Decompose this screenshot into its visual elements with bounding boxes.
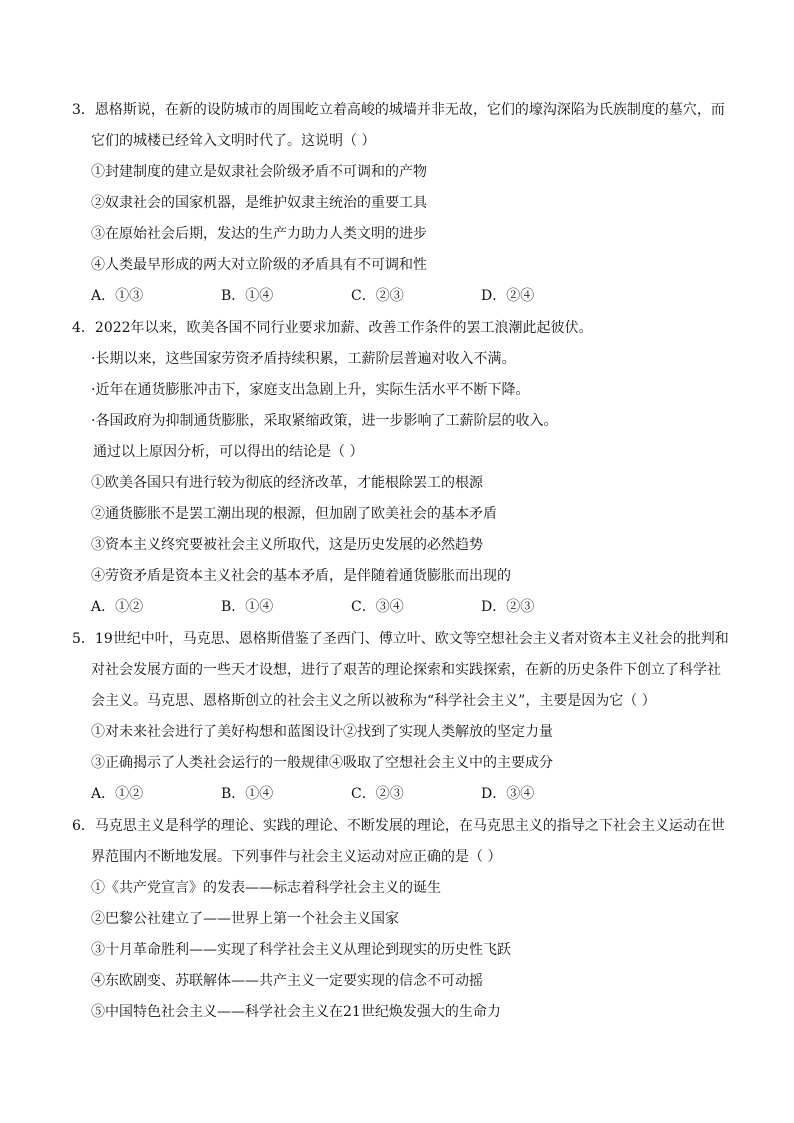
question-3 [72, 95, 726, 312]
choice-c: C．③④ [351, 599, 404, 615]
answer-choices [72, 281, 726, 312]
material-bullet: ·长期以来，这些国家劳资矛盾持续积累，工薪阶层普遍对收入不满。 [91, 351, 516, 367]
question-stem: 界范围内不断地发展。下列事件与社会主义运动对应正确的是（ ） [91, 849, 502, 865]
choice-c: C．②③ [351, 288, 404, 304]
question-prompt: 通过以上原因分析，可以得出的结论是（ ） [93, 444, 364, 460]
question-stem: 4．2022年以来，欧美各国不同行业要求加薪、改善工作条件的罢工浪潮此起彼伏。 [72, 320, 593, 336]
question-stem: 6．马克思主义是科学的理论、实践的理论、不断发展的理论，在马克思主义的指导之下社会主义运动在世 [72, 818, 725, 834]
statement: ④人类最早形成的两大对立阶级的矛盾具有不可调和性 [91, 257, 427, 273]
question-stem: 它们的城楼已经耸入文明时代了。这说明（ ） [91, 133, 376, 149]
statement: ②通货膨胀不是罢工潮出现的根源，但加剧了欧美社会的基本矛盾 [91, 506, 497, 522]
statement: ①欧美各国只有进行较为彻底的经济改革，才能根除罢工的根源 [91, 475, 483, 491]
choice-d: D．③④ [481, 786, 535, 802]
question-stem: 会主义。马克思、恩格斯创立的社会主义之所以被称为“科学社会主义”，主要是因为它（ ） [91, 693, 656, 709]
choice-d: D．②③ [481, 599, 535, 615]
statement: ①封建制度的建立是奴隶社会阶级矛盾不可调和的产物 [91, 164, 427, 180]
question-6 [72, 811, 726, 1028]
choice-a: A．①② [91, 599, 144, 615]
statement: ②奴隶社会的国家机器，是维护奴隶主统治的重要工具 [91, 195, 427, 211]
statement: ③正确揭示了人类社会运行的一般规律④吸取了空想社会主义中的主要成分 [91, 755, 553, 771]
statement: ⑤中国特色社会主义——科学社会主义在21世纪焕发强大的生命力 [91, 1004, 501, 1020]
question-5 [72, 624, 729, 810]
choice-b: B．①④ [221, 599, 274, 615]
choice-d: D．②④ [481, 288, 535, 304]
question-4 [72, 313, 726, 623]
choice-a: A．①② [91, 786, 144, 802]
choice-b: B．①④ [221, 288, 274, 304]
statement: ③资本主义终究要被社会主义所取代，这是历史发展的必然趋势 [91, 537, 483, 553]
statement: ①《共产党宣言》的发表——标志着科学社会主义的诞生 [91, 880, 441, 896]
statement: ②巴黎公社建立了——世界上第一个社会主义国家 [91, 911, 399, 927]
choice-c: C．②③ [351, 786, 404, 802]
question-stem: 5．19世纪中叶，马克思、恩格斯借鉴了圣西门、傅立叶、欧文等空想社会主义者对资本主义社会的批判和 [72, 631, 729, 647]
material-bullet: ·近年在通货膨胀冲击下，家庭支出急剧上升，实际生活水平不断下降。 [91, 382, 530, 398]
statement: ①对未来社会进行了美好构想和蓝图设计②找到了实现人类解放的坚定力量 [91, 724, 553, 740]
choice-b: B．①④ [221, 786, 274, 802]
statement: ③在原始社会后期，发达的生产力助力人类文明的进步 [91, 226, 427, 242]
material-bullet: ·各国政府为抑制通货膨胀，采取紧缩政策，进一步影响了工薪阶层的收入。 [91, 413, 558, 429]
statement: ④劳资矛盾是资本主义社会的基本矛盾，是伴随着通货膨胀而出现的 [91, 568, 511, 584]
question-stem: 对社会发展方面的一些天才设想，进行了艰苦的理论探索和实践探索，在新的历史条件下创立了科学社 [91, 662, 721, 678]
choice-a: A．①③ [91, 288, 144, 304]
statement: ④东欧剧变、苏联解体——共产主义一定要实现的信念不可动摇 [91, 973, 483, 989]
answer-choices [72, 592, 726, 623]
question-stem: 3．恩格斯说，在新的设防城市的周围屹立着高峻的城墙并非无故，它们的壕沟深陷为氏族制度的墓穴，而 [72, 102, 725, 118]
statement: ③十月革命胜利——实现了科学社会主义从理论到现实的历史性飞跃 [91, 942, 511, 958]
answer-choices [72, 779, 726, 810]
